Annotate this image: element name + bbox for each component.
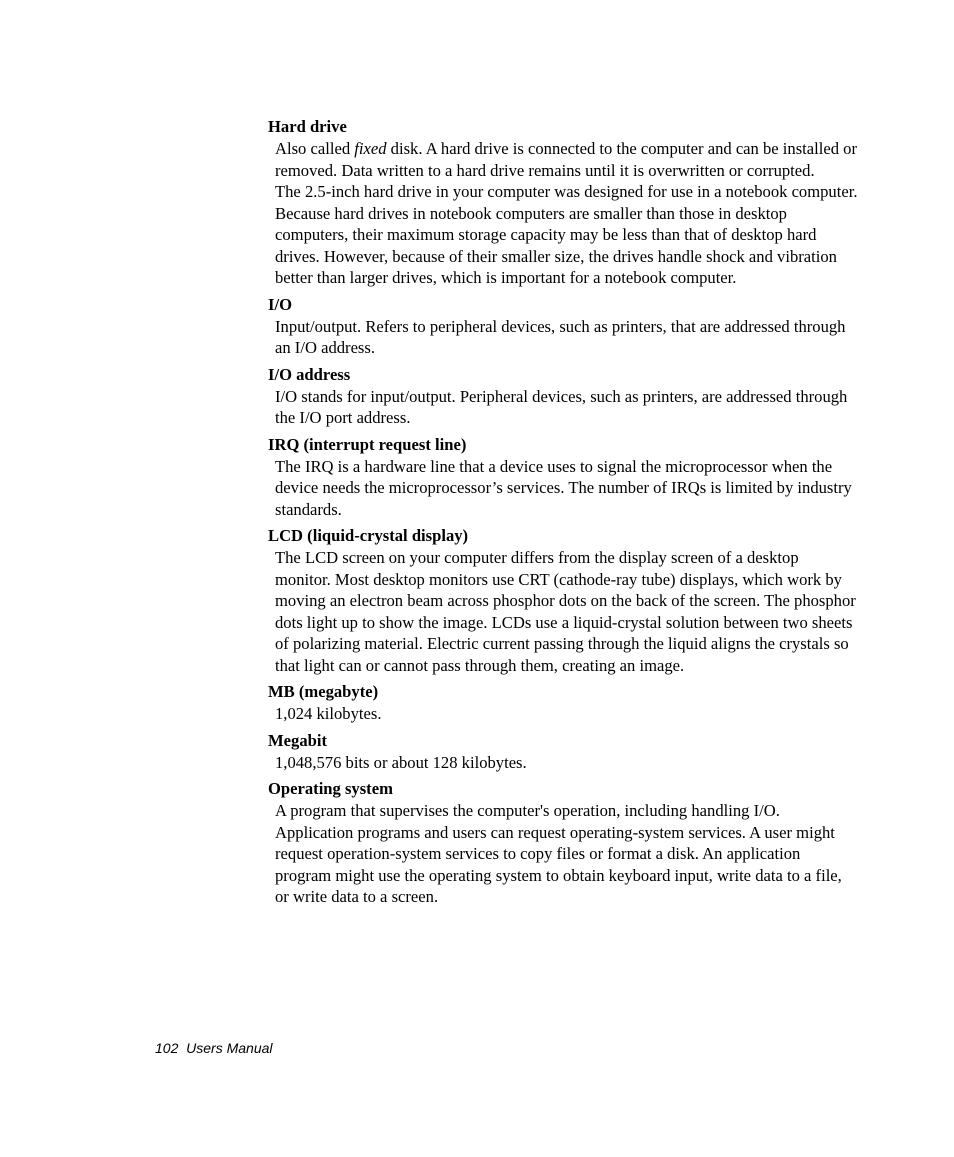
glossary-entry-lcd	[268, 525, 858, 676]
emphasized-text: fixed	[354, 139, 387, 158]
definition-paragraph	[275, 547, 858, 676]
definition-paragraph	[275, 703, 858, 725]
glossary-term: I/O address	[268, 364, 351, 384]
manual-title: Users Manual	[186, 1040, 273, 1056]
glossary-definition	[268, 547, 858, 676]
glossary-term: I/O	[268, 294, 292, 314]
glossary-term: MB (megabyte)	[268, 682, 379, 701]
definition-paragraph	[275, 456, 858, 521]
glossary-entry-operating-system	[268, 778, 858, 908]
definition-paragraph	[275, 138, 858, 181]
glossary-entry-irq	[268, 434, 858, 521]
glossary-definition	[268, 703, 858, 725]
glossary-entry-hard-drive	[268, 116, 858, 289]
page-number: 102	[155, 1040, 179, 1056]
paragraph-text: The IRQ is a hardware line that a device uses to signal the microprocessor when the device needs the microprocessor’s services. The number of IRQs is limited by industry standards.	[275, 456, 852, 519]
glossary-term: LCD (liquid-crystal display)	[268, 526, 469, 545]
definition-paragraph	[275, 386, 858, 429]
paragraph-text: Also called	[275, 139, 355, 158]
paragraph-text: A program that supervises the computer's operation, including handling I/O. Application programs and users can request operating-system services. A user might request operation-system services to copy files or format a disk. An application program might use the operating system to obtain keyboard input, write data to a file, or write data to a screen.	[275, 801, 842, 906]
glossary-entry-io-address	[268, 364, 858, 429]
glossary-definition	[268, 386, 858, 429]
glossary-definition	[268, 456, 858, 521]
paragraph-text: The 2.5-inch hard drive in your computer was designed for use in a notebook computer. Because hard drives in notebook computers are smaller than those in desktop computers, their maximum storage capacity may be less than that of desktop hard drives. However, because of their smaller size, the drives handle shock and vibration better than larger drives, which is important for a notebook computer.	[275, 182, 858, 287]
definition-paragraph	[275, 181, 858, 289]
glossary-list	[268, 116, 858, 913]
glossary-term: Hard drive	[268, 117, 347, 136]
paragraph-text: 1,024 kilobytes.	[275, 704, 382, 723]
page-footer	[155, 1039, 273, 1057]
paragraph-text: Input/output. Refers to peripheral devices, such as printers, that are addressed through an I/O address.	[275, 316, 846, 357]
glossary-definition	[268, 752, 858, 774]
paragraph-text: I/O stands for input/output. Peripheral devices, such as printers, are addressed through the I/O port address.	[275, 386, 848, 427]
glossary-definition	[268, 138, 858, 289]
glossary-definition	[268, 316, 858, 359]
paragraph-text: disk. A hard drive is connected to the computer and can be installed or removed. Data written to a hard drive remains until it is overwritten or corrupted.	[275, 139, 857, 180]
glossary-entry-megabit	[268, 730, 858, 774]
definition-paragraph	[275, 752, 858, 774]
glossary-term: Megabit	[268, 730, 327, 750]
paragraph-text: The LCD screen on your computer differs from the display screen of a desktop monitor. Most desktop monitors use CRT (cathode-ray tube) displays, which work by moving an electron beam across phosphor dots on the back of the screen. The phosphor dots light up to show the image. LCDs use a liquid-crystal solution between two sheets of polarizing material. Electric current passing through the liquid aligns the crystals so that light can or cannot pass through them, creating an image.	[275, 548, 856, 675]
glossary-definition	[268, 800, 858, 908]
paragraph-text: 1,048,576 bits or about 128 kilobytes.	[275, 752, 527, 772]
glossary-term: Operating system	[268, 779, 393, 798]
definition-paragraph	[275, 800, 858, 908]
glossary-term: IRQ (interrupt request line)	[268, 434, 467, 454]
glossary-entry-io	[268, 294, 858, 359]
definition-paragraph	[275, 316, 858, 359]
glossary-entry-mb	[268, 681, 858, 725]
